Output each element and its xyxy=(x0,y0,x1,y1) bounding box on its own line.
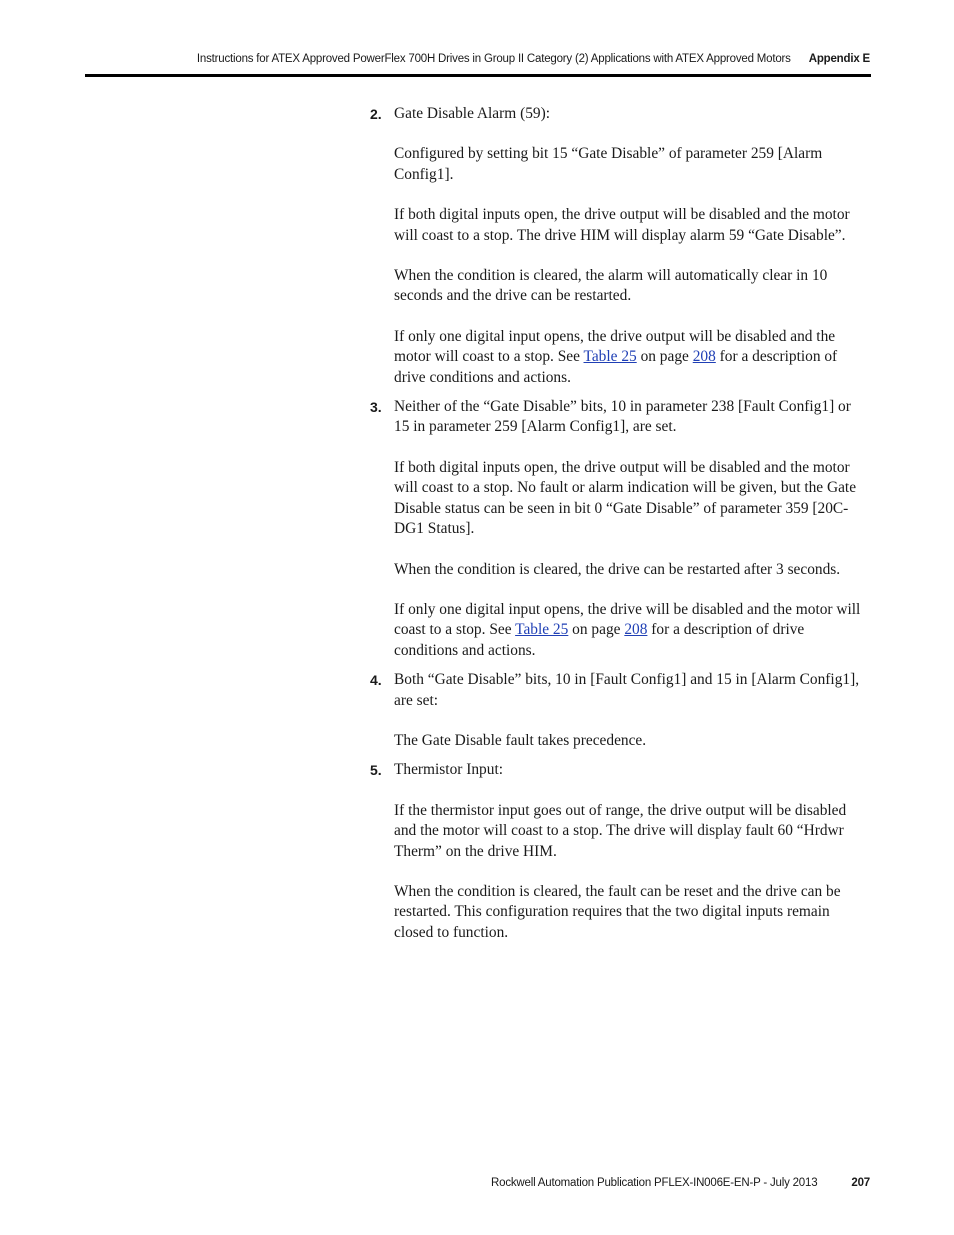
list-item-5 xyxy=(370,760,870,943)
paragraph: If both digital inputs open, the drive output will be disabled and the motor will coast to a stop. No fault or alarm indication will be given, but the Gate Disable status can be seen in bit 0 “Gate Disable” of parameter 359 [20C-DG1 Status]. xyxy=(394,458,857,538)
paragraph: If the thermistor input goes out of range, the drive output will be disabled and the motor will coast to a stop. The drive will display fault 60 “Hrdwr Therm” on the drive HIM. xyxy=(394,801,847,860)
table-25-link[interactable]: Table 25 xyxy=(515,621,569,639)
list-item-4 xyxy=(370,670,870,751)
list-item-3 xyxy=(370,397,870,661)
footer-publication: Rockwell Automation Publication PFLEX-IN006E-EN-P - July 2013 xyxy=(491,1177,818,1189)
text-run: on page xyxy=(568,621,625,639)
running-header xyxy=(197,53,870,65)
item-number: 3. xyxy=(370,399,382,416)
header-rule xyxy=(85,74,871,77)
paragraph xyxy=(394,327,870,388)
item-heading: Both “Gate Disable” bits, 10 in [Fault Config1] and 15 in [Alarm Config1], are set: xyxy=(394,671,860,709)
paragraph: If both digital inputs open, the drive output will be disabled and the motor will coast to a stop. The drive HIM will display alarm 59 “Gate Disable”. xyxy=(394,206,850,244)
paragraph: When the condition is cleared, the fault can be reset and the drive can be restarted. This configuration requires that the two digital inputs remain closed to function. xyxy=(394,882,841,941)
paragraph: The Gate Disable fault takes precedence. xyxy=(394,731,647,749)
page-number: 207 xyxy=(851,1177,870,1189)
paragraph xyxy=(394,600,870,661)
paragraph: When the condition is cleared, the drive can be restarted after 3 seconds. xyxy=(394,560,841,578)
page-208-link[interactable]: 208 xyxy=(624,621,648,639)
paragraph: Configured by setting bit 15 “Gate Disable” of parameter 259 [Alarm Config1]. xyxy=(394,145,823,183)
item-heading: Thermistor Input: xyxy=(394,761,503,779)
paragraph: When the condition is cleared, the alarm will automatically clear in 10 seconds and the drive can be restarted. xyxy=(394,267,828,305)
table-25-link[interactable]: Table 25 xyxy=(583,348,637,366)
list-item-2 xyxy=(370,104,870,388)
item-number: 5. xyxy=(370,762,382,779)
item-heading: Gate Disable Alarm (59): xyxy=(394,105,550,122)
page-footer xyxy=(491,1177,870,1189)
text-run: for a description of drive conditions and actions. xyxy=(394,348,838,386)
text-run: If only one digital input opens, the drive output will be disabled and the motor will coast to a stop. See xyxy=(394,327,836,366)
item-number: 2. xyxy=(370,106,382,122)
text-run: for a description of drive conditions and actions. xyxy=(394,621,805,659)
text-run: If only one digital input opens, the drive will be disabled and the motor will coast to a stop. See xyxy=(394,600,861,639)
item-heading: Neither of the “Gate Disable” bits, 10 in parameter 238 [Fault Config1] or 15 in parameter 259 [Alarm Config1], are set. xyxy=(394,398,851,436)
body-content xyxy=(370,104,870,952)
header-title: Instructions for ATEX Approved PowerFlex 700H Drives in Group II Category (2) Applications with ATEX Approved Motors xyxy=(196,53,791,65)
page-208-link[interactable]: 208 xyxy=(692,348,716,366)
item-number: 4. xyxy=(370,672,382,689)
text-run: on page xyxy=(636,348,693,366)
header-section: Appendix E xyxy=(808,53,870,65)
